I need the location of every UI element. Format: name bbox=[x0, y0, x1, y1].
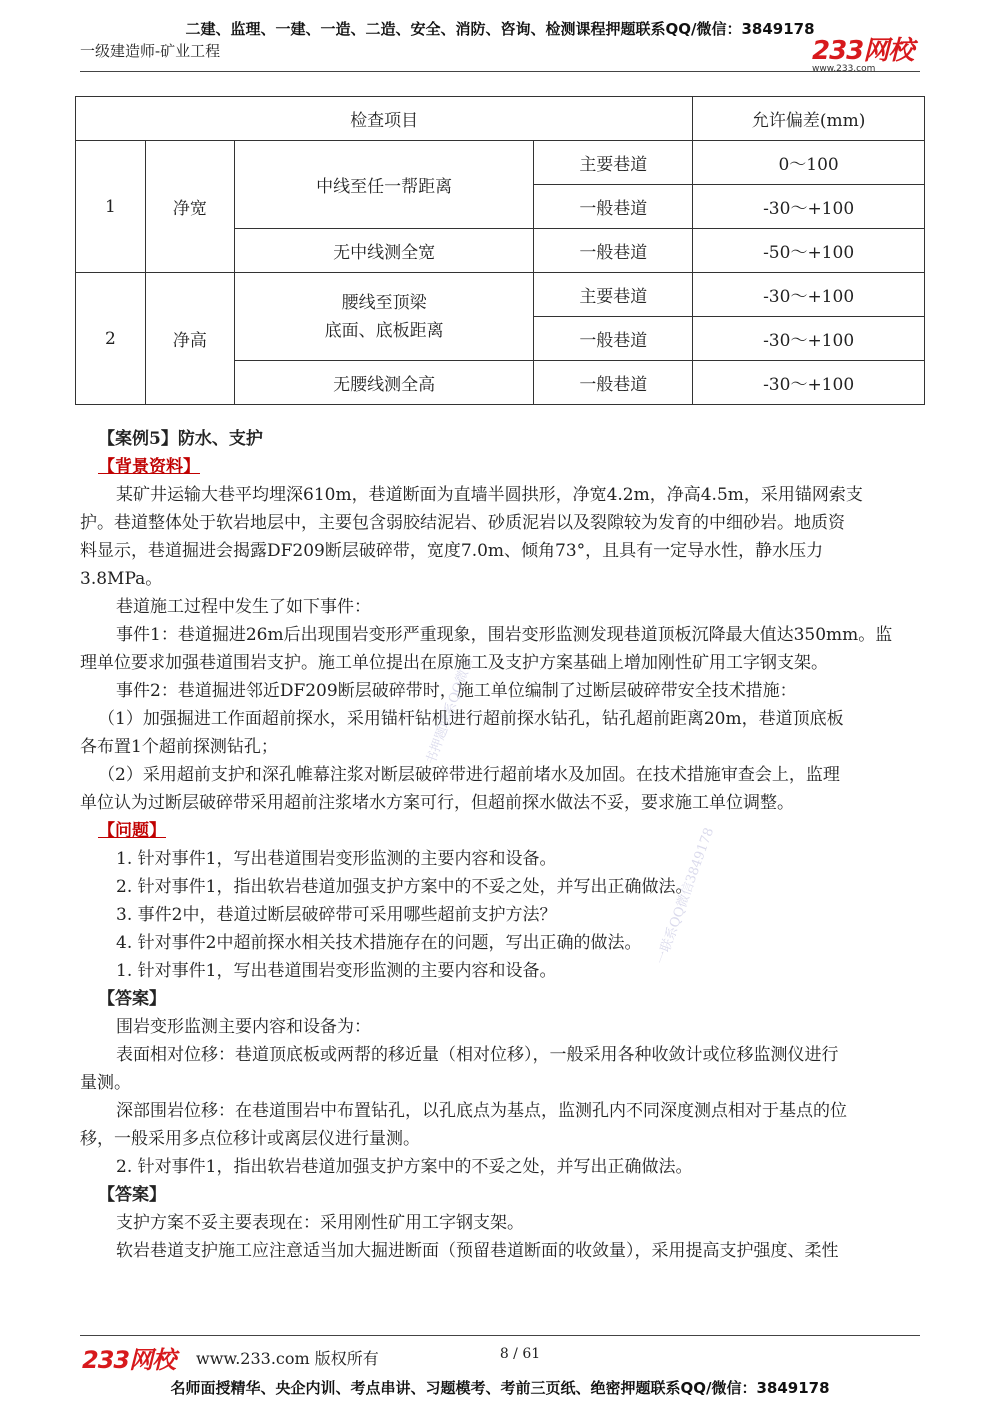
tolerance-cell: -30～+100 bbox=[693, 361, 925, 405]
case-body bbox=[80, 425, 925, 1265]
type-cell: 主要巷道 bbox=[534, 141, 693, 185]
question-label: 【问题】 bbox=[98, 821, 166, 841]
paragraph-line: 护。巷道整体处于软岩地层中，主要包含弱胶结泥岩、砂质泥岩以及裂隙较为发育的中细砂岩。地质资 bbox=[80, 513, 845, 533]
paragraph-line: 某矿井运输大巷平均埋深610m，巷道断面为直墙半圆拱形，净宽4.2m，净高4.5m，采用锚网索支 bbox=[116, 485, 863, 505]
answer-label: 【答案】 bbox=[98, 989, 166, 1009]
header-divider bbox=[80, 71, 920, 72]
document-subtitle: 一级建造师-矿业工程 bbox=[80, 42, 221, 60]
paragraph-line: 巷道施工过程中发生了如下事件： bbox=[116, 597, 371, 617]
item-cell: 无腰线测全高 bbox=[234, 361, 534, 405]
paragraph-line: 支护方案不妥主要表现在：采用刚性矿用工字钢支架。 bbox=[116, 1213, 524, 1233]
header-item: 检查项目 bbox=[76, 97, 693, 141]
footer-logo[interactable]: 233网校 bbox=[82, 1346, 176, 1374]
paragraph-line: 量测。 bbox=[80, 1073, 131, 1093]
type-cell: 一般巷道 bbox=[534, 361, 693, 405]
paragraph-line: 移，一般采用多点位移计或离层仪进行量测。 bbox=[80, 1129, 420, 1149]
type-cell: 主要巷道 bbox=[534, 273, 693, 317]
item-line: 底面、底板距离 bbox=[324, 320, 444, 341]
paragraph-line: 单位认为过断层破碎带采用超前注浆堵水方案可行，但超前探水做法不妥，要求施工单位调整。 bbox=[80, 793, 794, 813]
footer-banner: 名师面授精华、央企内训、考点串讲、习题模考、考前三页纸、绝密押题联系QQ/微信：3849178 bbox=[170, 1379, 830, 1397]
paragraph-line: 事件1：巷道掘进26m后出现围岩变形严重现象，围岩变形监测发现巷道顶板沉降最大值达350mm。监 bbox=[116, 625, 893, 645]
group-name: 净高 bbox=[145, 273, 234, 405]
table-header-row bbox=[76, 97, 925, 141]
page-number: 8 / 61 bbox=[499, 1346, 541, 1362]
footer-divider bbox=[80, 1335, 920, 1336]
item-cell bbox=[234, 273, 534, 361]
group-name: 净宽 bbox=[145, 141, 234, 273]
type-cell: 一般巷道 bbox=[534, 185, 693, 229]
question-item: 4. 针对事件2中超前探水相关技术措施存在的问题，写出正确的做法。 bbox=[116, 933, 642, 953]
paragraph-line: 料显示，巷道掘进会揭露DF209断层破碎带，宽度7.0m、倾角73°，且具有一定导水性，静水压力 bbox=[80, 541, 824, 561]
inspection-table bbox=[75, 96, 925, 405]
footer-site[interactable]: www.233.com 版权所有 bbox=[196, 1349, 379, 1368]
header-banner: 二建、监理、一建、一造、二造、安全、消防、咨询、检测课程押题联系QQ/微信：3849178 bbox=[185, 20, 815, 38]
paragraph-line: 理单位要求加强巷道围岩支护。施工单位提出在原施工及支护方案基础上增加刚性矿用工字钢支架。 bbox=[80, 653, 828, 673]
tolerance-cell: 0～100 bbox=[693, 141, 925, 185]
header-logo[interactable] bbox=[812, 30, 913, 74]
paragraph-line: （2）采用超前支护和深孔帷幕注浆对断层破碎带进行超前堵水及加固。在技术措施审查会上，监理 bbox=[98, 765, 840, 785]
tolerance-cell: -50～+100 bbox=[693, 229, 925, 273]
group-number: 1 bbox=[76, 141, 146, 273]
paragraph-line: 围岩变形监测主要内容和设备为： bbox=[116, 1017, 371, 1037]
logo-site: www.233.com bbox=[812, 64, 876, 74]
item-cell: 无中线测全宽 bbox=[234, 229, 534, 273]
watermark: 一联系QQ微信3849178 bbox=[653, 825, 718, 967]
question-item: 3. 事件2中，巷道过断层破碎带可采用哪些超前支护方法？ bbox=[116, 905, 557, 925]
question-item: 1. 针对事件1，写出巷道围岩变形监测的主要内容和设备。 bbox=[116, 961, 557, 981]
header-tolerance: 允许偏差(mm) bbox=[693, 97, 925, 141]
type-cell: 一般巷道 bbox=[534, 317, 693, 361]
table-row bbox=[76, 141, 925, 185]
item-cell: 中线至任一帮距离 bbox=[234, 141, 534, 229]
paragraph-line: 深部围岩位移：在巷道围岩中布置钻孔，以孔底点为基点，监测孔内不同深度测点相对于基点的位 bbox=[116, 1101, 847, 1121]
item-line: 腰线至顶梁 bbox=[341, 292, 427, 313]
case-title: 【案例5】防水、支护 bbox=[98, 429, 263, 449]
paragraph-line: 3.8MPa。 bbox=[80, 569, 163, 589]
tolerance-cell: -30～+100 bbox=[693, 317, 925, 361]
table-row bbox=[76, 273, 925, 317]
paragraph-line: 事件2：巷道掘进邻近DF209断层破碎带时，施工单位编制了过断层破碎带安全技术措施： bbox=[116, 681, 797, 701]
question-item: 2. 针对事件1，指出软岩巷道加强支护方案中的不妥之处，并写出正确做法。 bbox=[116, 877, 693, 897]
watermark: 书押题联系QQ微信 bbox=[423, 655, 477, 767]
group-number: 2 bbox=[76, 273, 146, 405]
logo-text: 233网校 bbox=[812, 36, 914, 66]
paragraph-line: 各布置1个超前探测钻孔； bbox=[80, 737, 278, 757]
tolerance-cell: -30～+100 bbox=[693, 185, 925, 229]
paragraph-line: 软岩巷道支护施工应注意适当加大掘进断面（预留巷道断面的收敛量），采用提高支护强度、柔性 bbox=[116, 1241, 839, 1261]
paragraph-line: 表面相对位移：巷道顶底板或两帮的移近量（相对位移），一般采用各种收敛计或位移监测仪进行 bbox=[116, 1045, 839, 1065]
tolerance-cell: -30～+100 bbox=[693, 273, 925, 317]
background-label: 【背景资料】 bbox=[98, 457, 200, 477]
question-item: 2. 针对事件1，指出软岩巷道加强支护方案中的不妥之处，并写出正确做法。 bbox=[116, 1157, 693, 1177]
paragraph-line: （1）加强掘进工作面超前探水，采用锚杆钻机进行超前探水钻孔，钻孔超前距离20m，巷道顶底板 bbox=[98, 709, 844, 729]
question-item: 1. 针对事件1，写出巷道围岩变形监测的主要内容和设备。 bbox=[116, 849, 557, 869]
type-cell: 一般巷道 bbox=[534, 229, 693, 273]
answer-label: 【答案】 bbox=[98, 1185, 166, 1205]
